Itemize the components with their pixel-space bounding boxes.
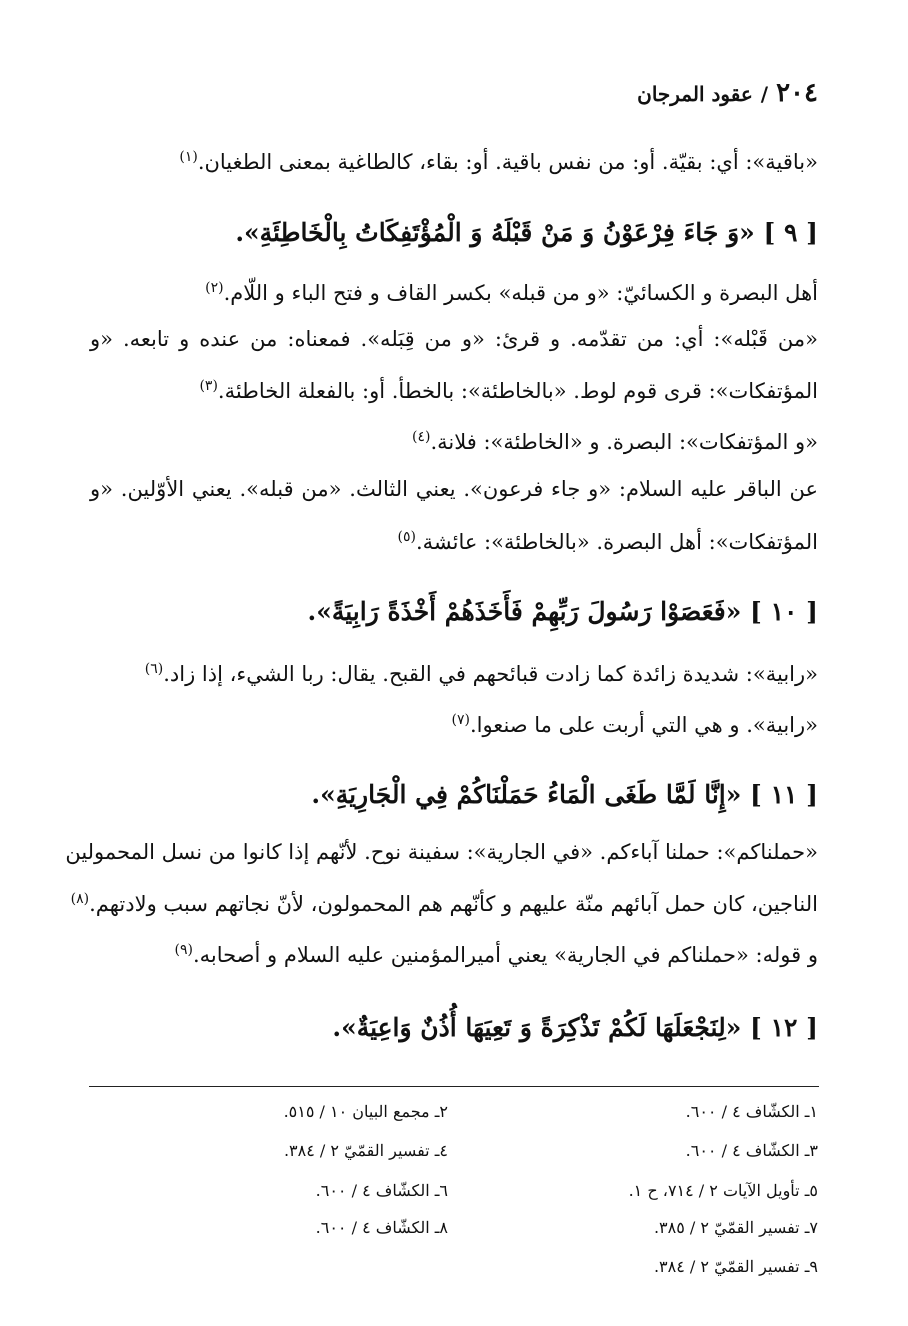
footnote: ٦ـ الكشّاف ٤ / ٦٠٠. — [315, 1181, 448, 1200]
page-number: ٢٠٤ — [776, 78, 818, 108]
footnote: ٢ـ مجمع البيان ١٠ / ٥١٥. — [283, 1102, 448, 1121]
footnote-ref: (٦) — [144, 661, 164, 677]
footnote: ٥ـ تأويل الآيات ٢ / ٧١٤، ح ١. — [628, 1181, 818, 1200]
footnote-ref: (٩) — [174, 942, 193, 958]
header-separator: / — [760, 82, 769, 106]
text-line: أهل البصرة و الكسائيّ: «و من قبله» بكسر القاف و فتح الباء و اللّام.$^{(٢)}$ — [205, 280, 818, 305]
text-line: الناجين، كان حمل آبائهم منّة عليهم و كأنّهم هم المحمولون، لأنّ نجاتهم سبب ولادتهم.$^{(٨)}$ — [70, 891, 818, 916]
footnote-ref: (٧) — [451, 712, 470, 728]
footnote-ref: (١) — [179, 149, 198, 165]
footnote: ٨ـ الكشّاف ٤ / ٦٠٠. — [315, 1218, 448, 1237]
footnote: ٤ـ تفسير القمّيّ ٢ / ٣٨٤. — [283, 1141, 448, 1160]
text-line: «حملناكم»: حملنا آباءكم. «في الجارية»: سفينة نوح. لأنّهم إذا كانوا من نسل المحمولين — [65, 840, 818, 864]
text-line: المؤتفكات»: أهل البصرة. «بالخاطئة»: عائشة.$^{(٥)}$ — [397, 529, 818, 554]
verse-heading: [ ١١ ] «إِنَّا لَمَّا طَغَى الْمَاءُ حَمَلْنَاكُمْ فِي الْجَارِيَةِ». — [311, 780, 818, 809]
verse-heading: [ ١٠ ] «فَعَصَوْا رَسُولَ رَبِّهِمْ فَأَخَذَهُمْ أَخْذَةً رَابِيَةً». — [307, 597, 818, 626]
book-title: عقود المرجان — [637, 82, 753, 106]
footnote-divider — [89, 1086, 819, 1087]
text-line: «من قَبْله»: أي: من تقدّمه. و قرئ: «و من قِبَله». فمعناه: من عنده و تابعه. «و — [90, 327, 818, 351]
footnote: ٧ـ تفسير القمّيّ ٢ / ٣٨٥. — [653, 1218, 818, 1237]
text-line: «باقية»: أي: بقيّة. أو: من نفس باقية. أو: بقاء، كالطاغية بمعنى الطغيان.$^{(١)}$ — [179, 149, 818, 174]
text-line: «و المؤتفكات»: البصرة. و «الخاطئة»: فلانة.$^{(٤)}$ — [411, 429, 818, 454]
text-line: و قوله: «حملناكم في الجارية» يعني أميرالمؤمنين عليه السلام و أصحابه.$^{(٩)}$ — [174, 942, 818, 967]
footnote: ٩ـ تفسير القمّيّ ٢ / ٣٨٤. — [653, 1257, 818, 1276]
footnote-ref: (٥) — [397, 529, 416, 545]
footnote-ref: (٢) — [205, 280, 224, 296]
footnote: ٣ـ الكشّاف ٤ / ٦٠٠. — [685, 1141, 818, 1160]
text-line: المؤتفكات»: قرى قوم لوط. «بالخاطئة»: بالخطأ. أو: بالفعلة الخاطئة.$^{(٣)}$ — [199, 378, 818, 403]
text-line: عن الباقر عليه السلام: «و جاء فرعون». يعني الثالث. «من قبله». يعني الأوّلين. «و — [90, 477, 818, 501]
footnote-ref: (٣) — [199, 378, 218, 394]
text-line: «رابية»: شديدة زائدة كما زادت قبائحهم في القبح. يقال: ربا الشيء، إذا زاد.$^{(٦)}$ — [144, 661, 818, 686]
text-line: «رابية». و هي التي أربت على ما صنعوا.$^{(٧)}$ — [451, 712, 818, 737]
verse-heading: [ ١٢ ] «لِنَجْعَلَهَا لَكُمْ تَذْكِرَةً وَ تَعِيَهَا أُذُنٌ وَاعِيَةٌ». — [332, 1013, 818, 1042]
page-header — [637, 78, 818, 108]
footnote-ref: (٤) — [411, 429, 431, 445]
footnote: ١ـ الكشّاف ٤ / ٦٠٠. — [685, 1102, 818, 1121]
footnote-ref: (٨) — [70, 891, 90, 907]
verse-heading: [ ٩ ] «وَ جَاءَ فِرْعَوْنُ وَ مَنْ قَبْلَهُ وَ الْمُؤْتَفِكَاتُ بِالْخَاطِئَةِ». — [235, 218, 818, 247]
